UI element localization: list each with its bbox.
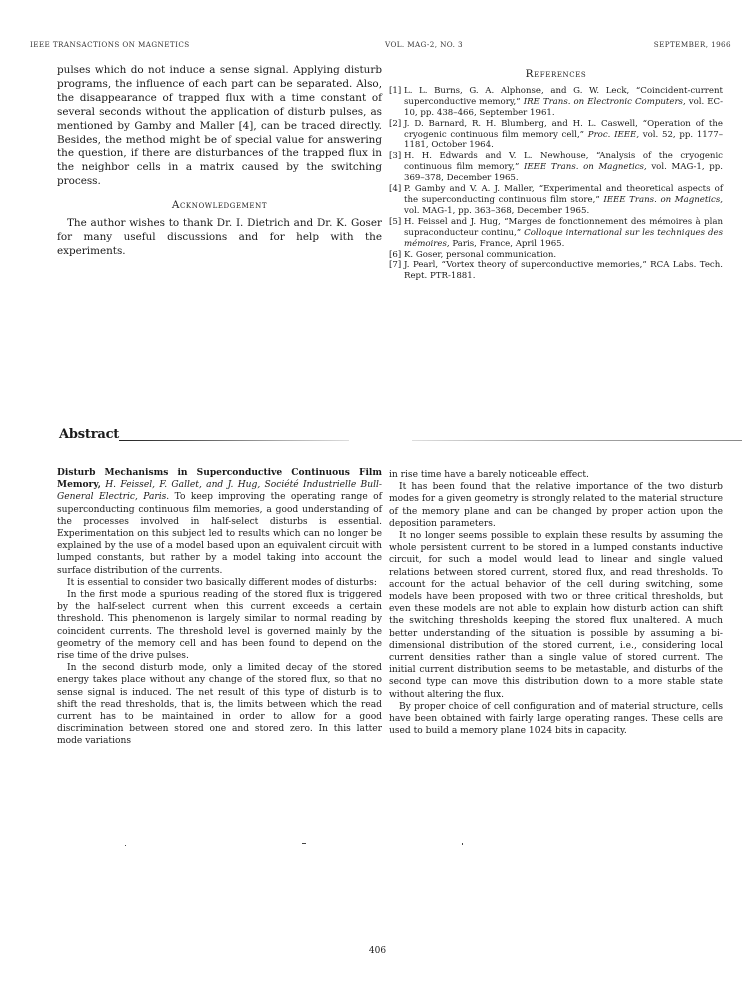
- acknowledgement-text: The author wishes to thank Dr. I. Dietrich and Dr. K. Goser for many useful discussions and for help with the experiments.: [57, 217, 382, 257]
- scan-artifact: [462, 843, 463, 845]
- body-paragraph: It no longer seems possible to explain these results by assuming the whole persistent current to be stored in a lumped constants inductive circuit, for such a model would lead to linear and single valued relations between stored current, stored flux, and read thresholds. To account for the actual behavior of the cell during switching, some models have been proposed with two or three critical thresholds, but even these models are not able to explain how disturb action can shift the switching thresholds keeping the stored flux unaltered. A much better understanding of the situation is possible by assuming a bi-dimensional distribution of the stored current, i.e., considering local current densities rather than a single value of stored current. The initial current distribution seems to be metastable, and disturbs of the second type can move this distribution down to a more stable state without altering the flux.: [389, 531, 723, 700]
- body-paragraph: In the second disturb mode, only a limited decay of the stored energy takes place without any change of the stored flux, so that no sense signal is induced. The net result of this type of disturb is to shift the read thresholds, that is, the limits between which the read current has to be maintained in order to allow for a good discrimination between stored one and stored zero. In this latter mode variations: [57, 663, 382, 747]
- acknowledgement-heading: Acknowledgement: [171, 199, 268, 212]
- body-paragraph: pulses which do not induce a sense signal. Applying disturb programs, the influence of each part can be separated. Also, the disappearance of trapped flux with a time constant of several seconds without the application of disturb pulses, as mentioned by Gamby and Maller [4], can be traced directly. Besides, the method might be of special value for answering the question, if there are disturbances of the trapped flux in the neighbor cells in a matrix caused by the switching process.: [57, 64, 382, 188]
- abstract-authors: H. Feissel, F. Gallet, and J. Hug, Société Industrielle Bull-General Electric, Paris.: [57, 480, 382, 503]
- body-paragraph: In the first mode a spurious reading of the stored flux is triggered by the half-select current when this current exceeds a certain threshold. This phenomenon is largely similar to normal reading by coincident currents. The threshold level is governed mainly by the geometry of the memory cell and has been found to depend on the rise time of the drive pulses.: [57, 590, 382, 662]
- journal-name: IEEE TRANSACTIONS ON MAGNETICS: [30, 40, 190, 49]
- body-paragraph: It is essential to consider two basically different modes of disturbs:: [67, 577, 377, 588]
- top-left-column: [57, 64, 382, 259]
- scan-artifact: [302, 843, 306, 844]
- abstract-right-column: [389, 469, 723, 737]
- reference-item: [7] J. Pearl, “Vortex theory of superconductive memories,” RCA Labs. Tech. Rept. PTR-1881.: [389, 260, 723, 282]
- abstract-label: Abstract: [59, 427, 120, 442]
- reference-item: [1] L. L. Burns, G. A. Alphonse, and G. W. Leck, “Coincident-current superconductive memory,” IRE Trans. on Electronic Computers, vol. EC-10, pp. 438–466, September 1961.: [389, 85, 723, 118]
- reference-item: [6] K. Goser, personal communication.: [389, 249, 557, 260]
- scan-artifact: [125, 845, 126, 846]
- reference-item: [4] P. Gamby and V. A. J. Maller, “Experimental and theoretical aspects of the superconducting continuous film store,” IEEE Trans. on Magnetics, vol. MAG-1, pp. 363–368, December 1965.: [389, 184, 723, 216]
- volume-info: VOL. MAG-2, NO. 3: [385, 40, 463, 49]
- reference-item: [2] J. D. Barnard, R. H. Blumberg, and H. L. Caswell, “Operation of the cryogenic continuous film memory cell,” Proc. IEEE, vol. 52, pp. 1177–1181, October 1964.: [389, 118, 723, 151]
- references-heading: References: [525, 68, 587, 80]
- reference-item: [5] H. Feissel and J. Hug, “Marges de fonctionnement des mémoires à plan supraconducteur continu,” Colloque international sur les techniques des mémoires, Paris, France, April 1965.: [389, 216, 723, 249]
- running-head: [30, 40, 731, 54]
- reference-item: [3] H. H. Edwards and V. L. Newhouse, “Analysis of the cryogenic continuous film memory,” IEEE Trans. on Magnetics, vol. MAG-1, pp. 369–378, December 1965.: [389, 151, 723, 184]
- abstract-title: Disturb Mechanisms in Superconductive Continuous Film Memory,: [57, 467, 382, 491]
- page-number: 406: [368, 946, 387, 956]
- abstract-first-paragraph: Disturb Mechanisms in Superconductive Continuous Film Memory, H. Feissel, F. Gallet, and J. Hug, Société Industrielle Bull-General Electric, Paris. To keep improving the operating range of superconducting continuous film memories, a good understanding of the processes involved in half-select disturbs is essential. Experimentation on this subject led to results which can no longer be explained by the use of a model based upon an equivalent circuit with lumped constants, but rather by a model taking into account the surface distribution of the currents.: [57, 467, 382, 576]
- body-paragraph: By proper choice of cell configuration and of material structure, cells have been obtained with fairly large operating ranges. These cells are used to build a memory plane 1024 bits in capacity.: [389, 701, 723, 737]
- abstract-section-header: [57, 427, 742, 443]
- issue-date: SEPTEMBER, 1966: [653, 40, 731, 49]
- body-paragraph: in rise time have a barely noticeable effect.: [389, 470, 589, 480]
- references-section: [389, 68, 723, 282]
- body-paragraph: It has been found that the relative importance of the two disturb modes for a given geometry is strongly related to the material structure of the memory plane and can be changed by proper action upon the deposition parameters.: [389, 482, 723, 529]
- abstract-rule-right: [412, 440, 742, 441]
- abstract-left-column: [57, 467, 382, 748]
- abstract-rule-left: [119, 440, 349, 441]
